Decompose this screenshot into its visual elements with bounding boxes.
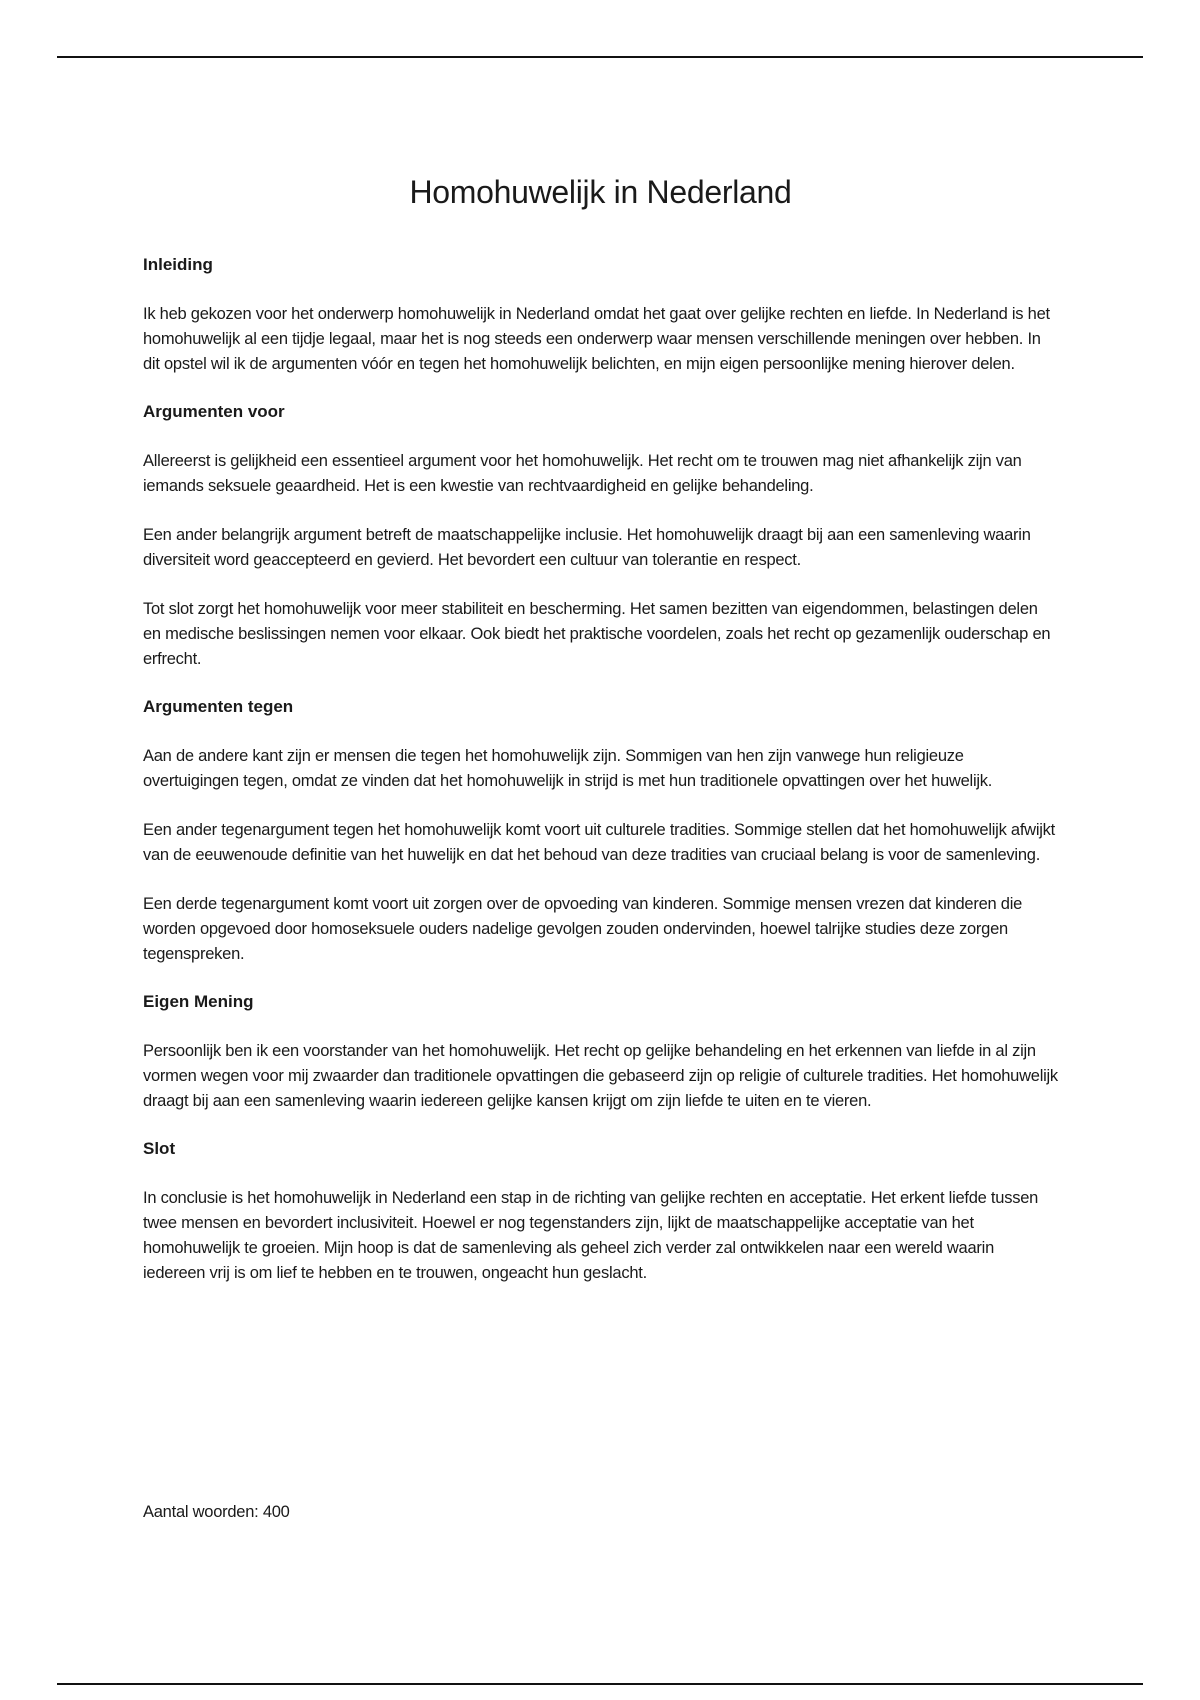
paragraph: Tot slot zorgt het homohuwelijk voor meer stabiliteit en bescherming. Het samen bezitten van eigendommen, belastingen delen en medische beslissingen nemen voor elkaar. Ook biedt het praktische voordelen, zoals het recht op gezamenlijk ouderschap en erfrecht.: [143, 600, 1051, 668]
paragraph: Een derde tegenargument komt voort uit zorgen over de opvoeding van kinderen. Sommige mensen vrezen dat kinderen die worden opgevoed door homoseksuele ouders nadelige gevolgen zouden ondervinden, hoewel talrijke studies deze zorgen tegenspreken.: [143, 895, 1023, 963]
section-eigen-mening: [143, 991, 1058, 1114]
word-count: Aantal woorden: 400: [143, 1503, 290, 1521]
footer-rule: [57, 1683, 1143, 1685]
paragraph: Allereerst is gelijkheid een essentieel argument voor het homohuwelijk. Het recht om te trouwen mag niet afhankelijk zijn van iemands seksuele geaardheid. Het is een kwestie van rechtvaardigheid en gelijke behandeling.: [143, 452, 1022, 495]
paragraph: Aan de andere kant zijn er mensen die tegen het homohuwelijk zijn. Sommigen van hen zijn vanwege hun religieuze overtuigingen tegen, omdat ze vinden dat het homohuwelijk in strijd is met hun traditionele opvattingen over het huwelijk.: [143, 747, 993, 790]
paragraph: Persoonlijk ben ik een voorstander van het homohuwelijk. Het recht op gelijke behandeling en het erkennen van liefde in al zijn vormen wegen voor mij zwaarder dan traditionele opvattingen die gebaseerd zijn op religie of culturele tradities. Het homohuwelijk draagt bij aan een samenleving waarin iedereen gelijke kansen krijgt om zijn liefde te uiten en te vieren.: [143, 1042, 1058, 1110]
header-rule: [57, 56, 1143, 58]
document-body: [143, 170, 1058, 1310]
section-heading: Slot: [143, 1139, 176, 1158]
section-argumenten-voor: [143, 401, 1058, 672]
paragraph: Ik heb gekozen voor het onderwerp homohuwelijk in Nederland omdat het gaat over gelijke rechten en liefde. In Nederland is het homohuwelijk al een tijdje legaal, maar het is nog steeds een onderwerp waar mensen verschillende meningen over hebben. In dit opstel wil ik de argumenten vóór en tegen het homohuwelijk belichten, en mijn eigen persoonlijke mening hierover delen.: [143, 305, 1050, 373]
section-heading: Argumenten voor: [143, 402, 285, 421]
section-heading: Eigen Mening: [143, 992, 254, 1011]
section-heading: Inleiding: [143, 255, 213, 274]
paragraph: In conclusie is het homohuwelijk in Nederland een stap in de richting van gelijke rechten en acceptatie. Het erkent liefde tussen twee mensen en bevordert inclusiviteit. Hoewel er nog tegenstanders zijn, lijkt de maatschappelijke acceptatie van het homohuwelijk te groeien. Mijn hoop is dat de samenleving als geheel zich verder zal ontwikkelen naar een wereld waarin iedereen vrij is om lief te hebben en te trouwen, ongeacht hun geslacht.: [143, 1189, 1039, 1282]
paragraph: Een ander tegenargument tegen het homohuwelijk komt voort uit culturele tradities. Sommige stellen dat het homohuwelijk afwijkt van de eeuwenoude definitie van het huwelijk en dat het behoud van deze tradities van cruciaal belang is voor de samenleving.: [143, 821, 1056, 864]
section-heading: Argumenten tegen: [143, 697, 294, 716]
section-slot: [143, 1138, 1058, 1286]
section-inleiding: [143, 254, 1058, 377]
document-title: Homohuwelijk in Nederland: [409, 174, 792, 210]
paragraph: Een ander belangrijk argument betreft de maatschappelijke inclusie. Het homohuwelijk draagt bij aan een samenleving waarin diversiteit word geaccepteerd en gevierd. Het bevordert een cultuur van tolerantie en respect.: [143, 526, 1031, 569]
section-argumenten-tegen: [143, 696, 1058, 967]
